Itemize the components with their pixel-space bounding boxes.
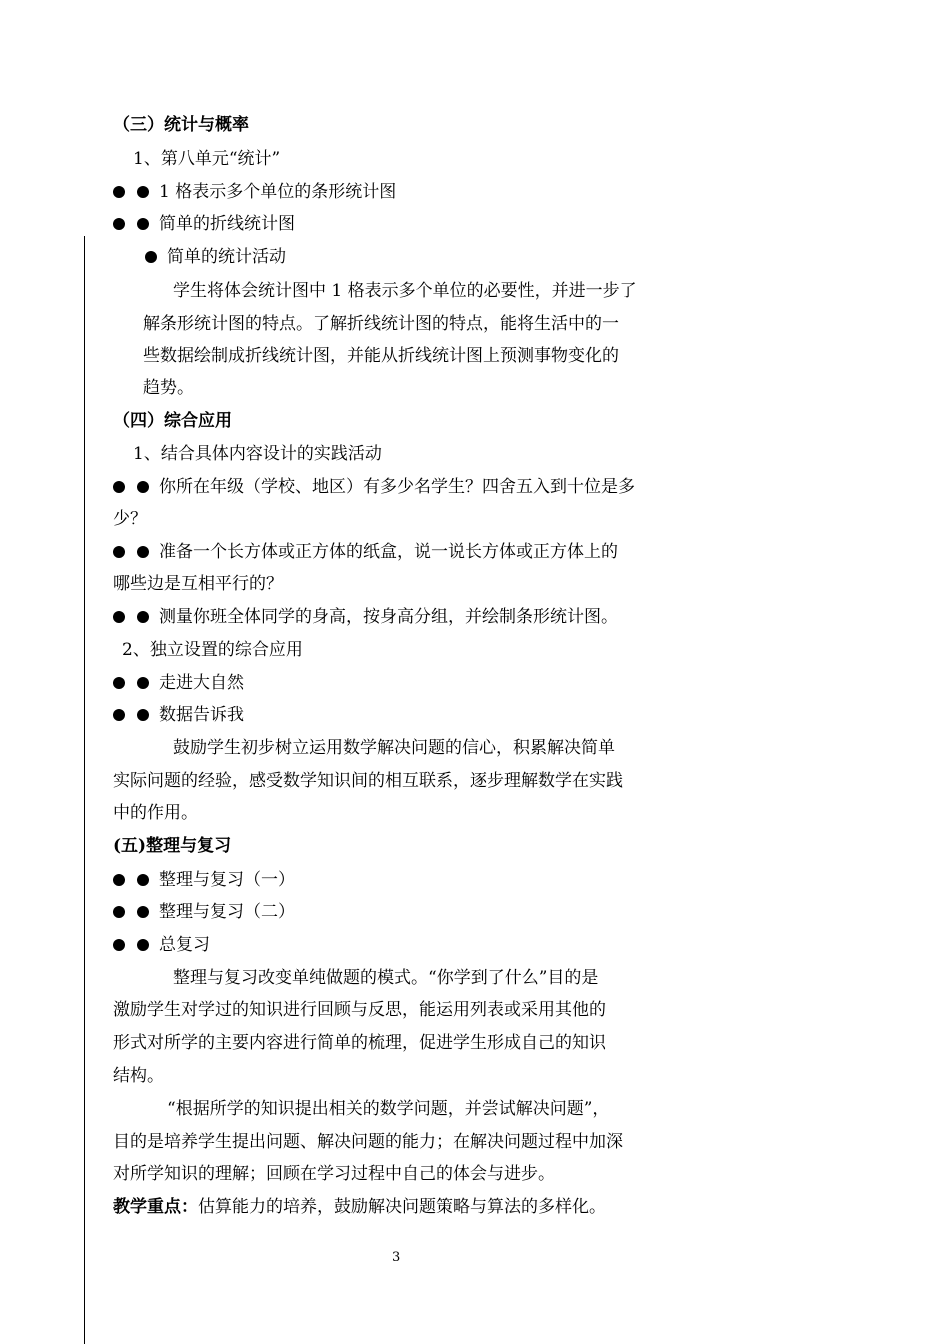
unit-title: 1、第八单元“统计” (133, 149, 281, 169)
bullet-icon (113, 218, 125, 230)
paragraph-line: 实际问题的经验，感受数学知识间的相互联系，逐步理解数学在实践 (113, 771, 623, 791)
paragraph-line: 学生将体会统计图中 1 格表示多个单位的必要性，并进一步了 (173, 281, 637, 301)
teaching-focus (113, 1196, 606, 1218)
bullet-icon (137, 546, 149, 558)
paragraph-line: 解条形统计图的特点。了解折线统计图的特点，能将生活中的一 (143, 314, 619, 334)
bullet-icon (113, 546, 125, 558)
bullet-icon (137, 611, 149, 623)
subsection-title: 1、结合具体内容设计的实践活动 (133, 444, 382, 464)
teaching-focus-label: 教学重点： (113, 1197, 198, 1217)
list-item-text: 简单的折线统计图 (159, 214, 295, 234)
list-item (113, 672, 244, 694)
paragraph-line: 对所学知识的理解；回顾在学习过程中自己的体会与进步。 (113, 1164, 555, 1184)
paragraph-line: 激励学生对学过的知识进行回顾与反思，能运用列表或采用其他的 (113, 1000, 606, 1020)
bullet-icon (137, 874, 149, 886)
paragraph-line: 整理与复习改变单纯做题的模式。“你学到了什么”目的是 (173, 968, 599, 988)
list-item (113, 213, 295, 235)
paragraph-line: 趋势。 (143, 378, 194, 398)
paragraph-line: 些数据绘制成折线统计图，并能从折线统计图上预测事物变化的 (143, 346, 619, 366)
list-item (113, 704, 244, 726)
bullet-icon (113, 611, 125, 623)
bullet-icon (113, 481, 125, 493)
list-item-text: 你所在年级（学校、地区）有多少名学生？四舍五入到十位是多 (159, 477, 635, 497)
section-heading-apply: （四）综合应用 (113, 411, 232, 431)
paragraph-line: 中的作用。 (113, 803, 198, 823)
list-item (113, 901, 295, 923)
bullet-icon (137, 677, 149, 689)
list-item (113, 476, 635, 498)
list-item (113, 869, 295, 891)
subsection-title: 2、独立设置的综合应用 (122, 640, 303, 660)
bullet-icon (137, 186, 149, 198)
bullet-icon (113, 939, 125, 951)
page-number: 3 (392, 1250, 401, 1265)
bullet-icon (137, 939, 149, 951)
list-item-text: 整理与复习（二） (159, 902, 295, 922)
bullet-icon (113, 186, 125, 198)
bullet-icon (113, 709, 125, 721)
paragraph-line: 形式对所学的主要内容进行简单的梳理，促进学生形成自己的知识 (113, 1033, 606, 1053)
bullet-icon (113, 874, 125, 886)
bullet-icon (113, 906, 125, 918)
list-item-text: 整理与复习（一） (159, 870, 295, 890)
teaching-focus-text: 估算能力的培养，鼓励解决问题策略与算法的多样化。 (198, 1197, 606, 1217)
bullet-icon (137, 481, 149, 493)
paragraph-line: 鼓励学生初步树立运用数学解决问题的信心，积累解决简单 (173, 738, 615, 758)
paragraph-line: “根据所学的知识提出相关的数学问题，并尝试解决问题”， (167, 1099, 610, 1119)
bullet-icon (137, 218, 149, 230)
margin-rule (84, 236, 85, 1344)
list-item-text: 走进大自然 (159, 673, 244, 693)
list-item (113, 934, 210, 956)
bullet-icon (137, 709, 149, 721)
bullet-icon (145, 251, 157, 263)
list-item (145, 246, 286, 268)
list-item-text: 总复习 (159, 935, 210, 955)
list-item-text: 1 格表示多个单位的条形统计图 (159, 182, 397, 202)
section-heading-stats: （三）统计与概率 (113, 115, 249, 135)
list-item (113, 606, 618, 628)
list-item-text: 数据告诉我 (159, 705, 244, 725)
bullet-icon (113, 677, 125, 689)
list-item-text: 简单的统计活动 (167, 247, 286, 267)
list-item (113, 181, 396, 203)
list-item-text: 准备一个长方体或正方体的纸盒，说一说长方体或正方体上的 (159, 542, 618, 562)
list-item-continuation: 少？ (113, 509, 147, 529)
list-item-continuation: 哪些边是互相平行的？ (113, 574, 283, 594)
bullet-icon (137, 906, 149, 918)
list-item (113, 541, 618, 563)
section-heading-review: (五)整理与复习 (113, 836, 232, 856)
list-item-text: 测量你班全体同学的身高，按身高分组，并绘制条形统计图。 (159, 607, 618, 627)
paragraph-line: 目的是培养学生提出问题、解决问题的能力；在解决问题过程中加深 (113, 1132, 623, 1152)
paragraph-line: 结构。 (113, 1066, 164, 1086)
